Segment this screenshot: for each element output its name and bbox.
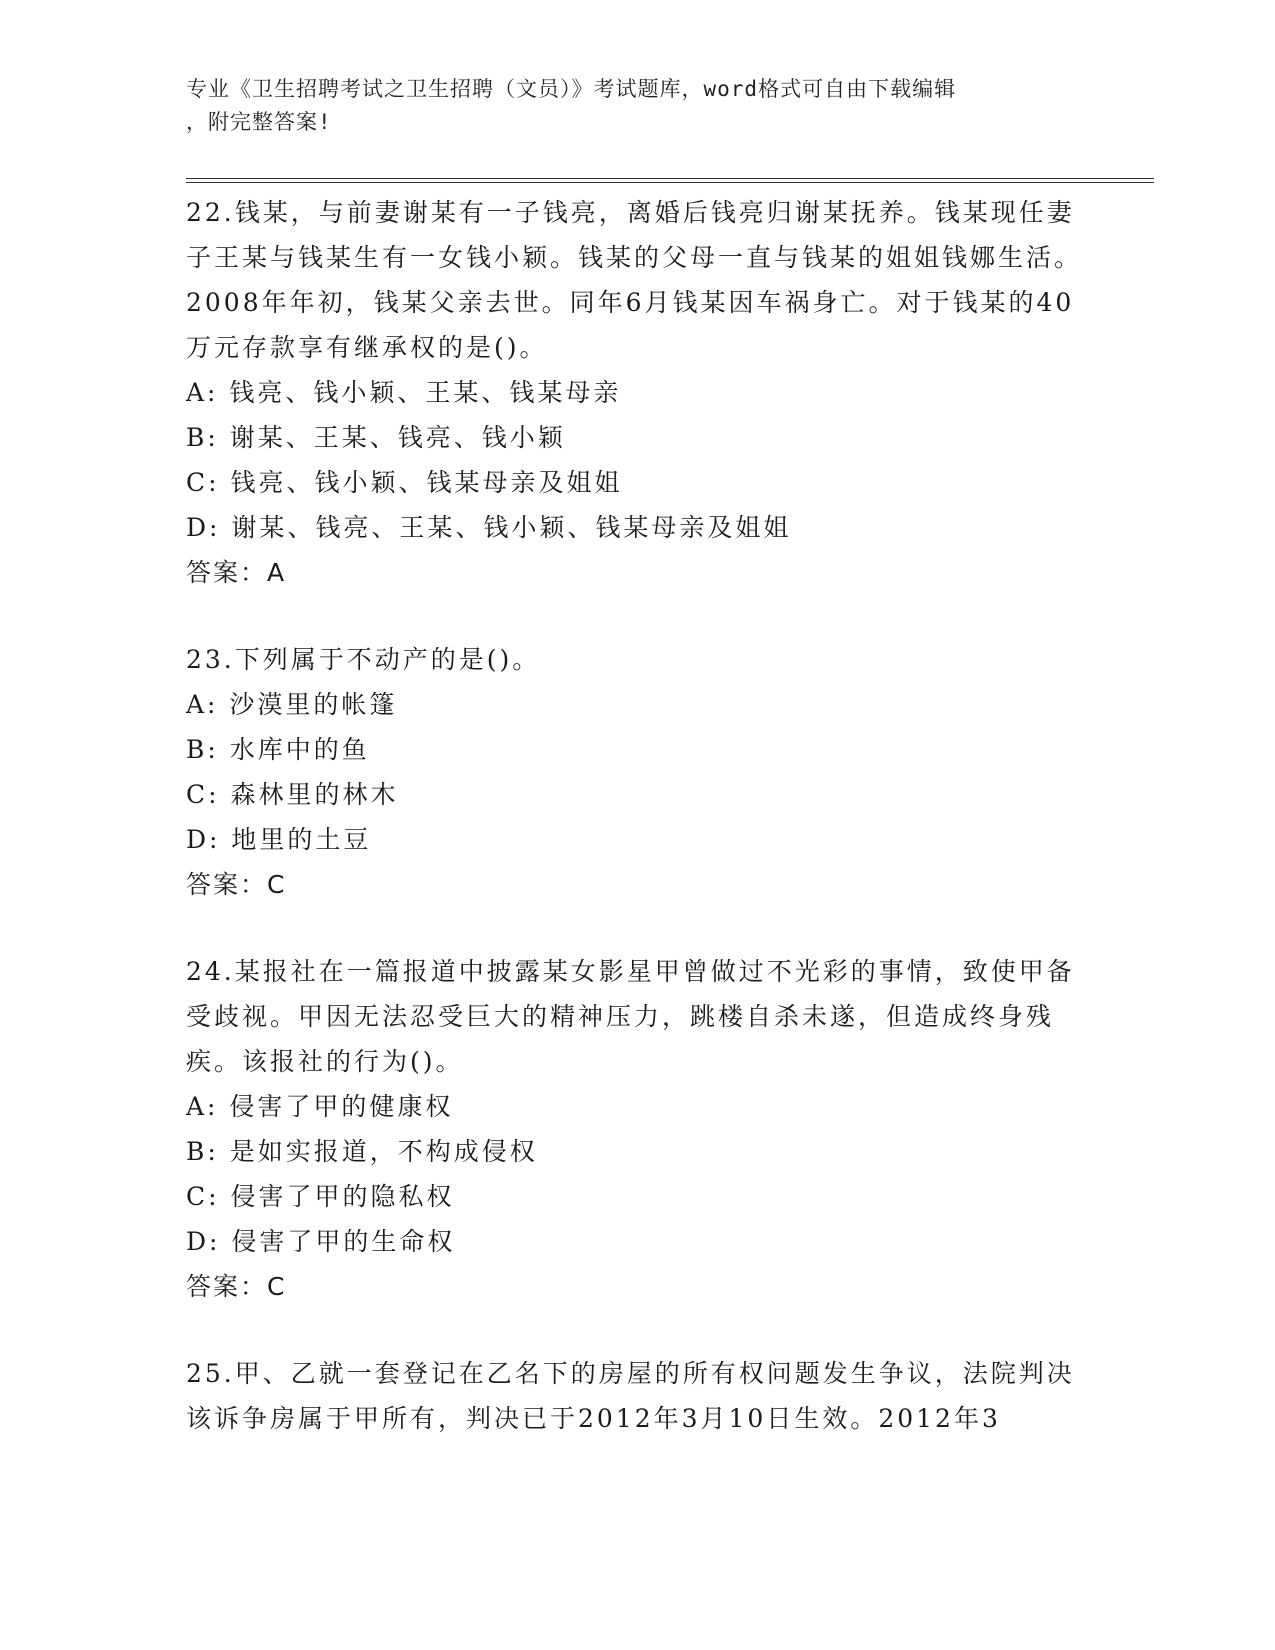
question-23 xyxy=(186,637,1086,907)
option-b: B: 是如实报道，不构成侵权 xyxy=(186,1137,538,1166)
question-stem: 22.钱某，与前妻谢某有一子钱亮，离婚后钱亮归谢某抚养。钱某现任妻子王某与钱某生有一女钱小颖。钱某的父母一直与钱某的姐姐钱娜生活。2008年年初，钱某父亲去世。同年6月钱某因车祸身亡。对于钱某的40万元存款享有继承权的是()。 xyxy=(186,198,1083,362)
header-line-2: ，附完整答案! xyxy=(186,110,332,134)
header-divider xyxy=(186,178,1154,183)
option-d: D: 侵害了甲的生命权 xyxy=(186,1227,456,1256)
option-a: A: 钱亮、钱小颖、王某、钱某母亲 xyxy=(186,378,622,407)
question-stem: 23.下列属于不动产的是()。 xyxy=(186,645,541,674)
document-header xyxy=(186,73,1066,139)
option-b: B: 水库中的鱼 xyxy=(186,735,370,764)
option-a: A: 侵害了甲的健康权 xyxy=(186,1092,454,1121)
answer-line: 答案：A xyxy=(186,558,287,587)
option-c: C: 森林里的林木 xyxy=(186,780,399,809)
option-d: D: 谢某、钱亮、王某、钱小颖、钱某母亲及姐姐 xyxy=(186,513,792,542)
option-a: A: 沙漠里的帐篷 xyxy=(186,690,398,719)
question-stem: 25.甲、乙就一套登记在乙名下的房屋的所有权问题发生争议，法院判决该诉争房属于甲所有，判决已于2012年3月10日生效。2012年3 xyxy=(186,1359,1075,1433)
header-line-1: 专业《卫生招聘考试之卫生招聘（文员）》考试题库，word格式可自由下载编辑 xyxy=(186,77,957,101)
option-b: B: 谢某、王某、钱亮、钱小颖 xyxy=(186,423,566,452)
question-list xyxy=(186,190,1086,1483)
question-24 xyxy=(186,949,1086,1309)
question-22 xyxy=(186,190,1086,595)
question-25 xyxy=(186,1351,1086,1441)
option-d: D: 地里的土豆 xyxy=(186,825,372,854)
option-c: C: 钱亮、钱小颖、钱某母亲及姐姐 xyxy=(186,468,623,497)
option-c: C: 侵害了甲的隐私权 xyxy=(186,1182,455,1211)
answer-line: 答案：C xyxy=(186,870,287,899)
answer-line: 答案：C xyxy=(186,1272,287,1301)
question-stem: 24.某报社在一篇报道中披露某女影星甲曾做过不光彩的事情，致使甲备受歧视。甲因无法忍受巨大的精神压力，跳楼自杀未遂，但造成终身残疾。该报社的行为()。 xyxy=(186,957,1075,1076)
